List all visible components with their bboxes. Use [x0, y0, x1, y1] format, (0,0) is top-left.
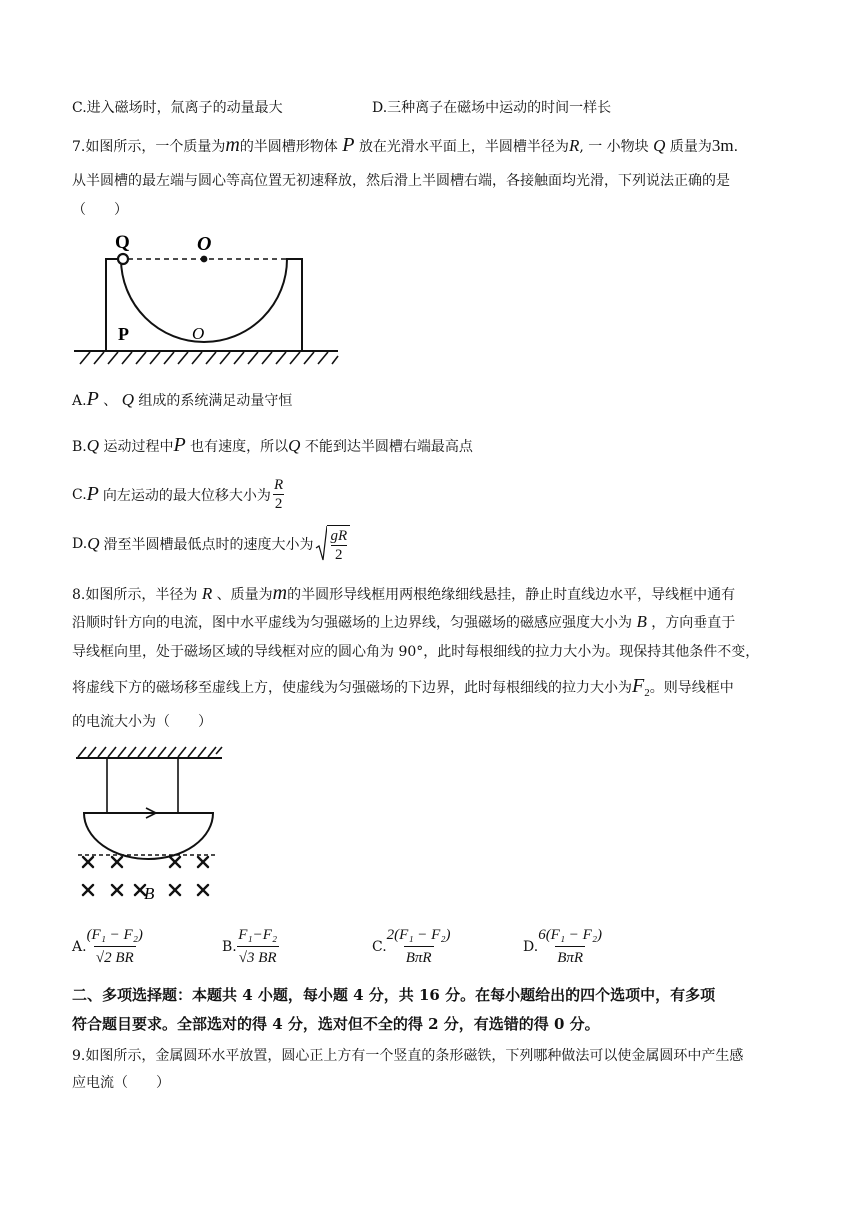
- q6-option-c: C.进入磁场时，氚离子的动量最大: [72, 100, 283, 116]
- field-x-mark-icon: [83, 857, 93, 867]
- q9-stem-line1: 9.如图所示，金属圆环水平放置，圆心正上方有一个竖直的条形磁铁，下列哪种做法可以使金属圆环中产生感: [72, 1048, 744, 1064]
- q7-var-p: P: [342, 134, 355, 156]
- q9-stem-line2: 应电流（ ）: [72, 1075, 170, 1091]
- option-text: 也有速度，所以: [190, 439, 289, 455]
- field-x-mark-icon: [112, 885, 122, 895]
- field-x-mark-icon: [198, 857, 208, 867]
- option-letter: A.: [72, 938, 87, 955]
- q7-stem-line1: [72, 134, 738, 157]
- option-fraction: [538, 924, 602, 969]
- var-q: Q: [121, 390, 134, 409]
- block-q: [118, 254, 128, 264]
- q6-option-d: D.三种离子在磁场中运动的时间一样长: [372, 100, 612, 116]
- q7-mass-3m: 3m: [711, 136, 734, 155]
- option-letter: D.: [72, 536, 88, 552]
- q8-text: 。则导线框中: [649, 680, 734, 696]
- q8-text: 8.如图所示，半径为: [72, 587, 198, 603]
- q8-var-r: R: [201, 584, 213, 603]
- fraction-r-over-2: [273, 476, 285, 513]
- q7-stem-line2: 从半圆槽的最左端与圆心等高位置无初速释放，然后滑上半圆槽右端，各接触面均光滑，下列说法正确的是: [72, 173, 730, 189]
- sqrt-gr-over-2: [315, 524, 350, 564]
- option-text: 不能到达半圆槽右端最高点: [304, 439, 473, 455]
- field-x-mark-icon: [170, 885, 180, 895]
- label-o-top: O: [197, 233, 212, 255]
- var-q: Q: [87, 534, 100, 553]
- ceiling-hatch: [78, 747, 222, 757]
- var-p: P: [86, 483, 99, 505]
- field-x-mark-icon: [83, 885, 93, 895]
- q8-option-a: [72, 924, 143, 969]
- fraction-denominator: BπR: [555, 946, 585, 969]
- var-q: Q: [86, 436, 100, 455]
- option-letter: C.: [372, 938, 387, 955]
- q8-text: 、质量为: [216, 587, 273, 603]
- q7-text: 放在光滑水平面上，半圆槽半径为: [358, 139, 569, 155]
- var-q: Q: [288, 436, 301, 455]
- q8-var-f: F: [632, 675, 645, 697]
- q8-text: ，方向垂直于: [651, 615, 736, 631]
- fraction-numerator: F₁−F₂: [238, 927, 278, 943]
- separator: 、: [103, 393, 118, 409]
- option-letter: C.: [72, 486, 87, 503]
- fraction-numerator: gR: [330, 527, 348, 544]
- option-fraction: [237, 924, 279, 969]
- q7-var-m: m: [225, 134, 240, 156]
- option-fraction: [387, 924, 451, 969]
- q7-option-d: [72, 524, 350, 564]
- field-x-mark-icon: [198, 885, 208, 895]
- q7-var-r: R: [568, 136, 580, 155]
- q7-answer-paren: （ ）: [72, 202, 128, 218]
- section-heading-line1: 二、多项选择题：本题共 4 小题，每小题 4 分，共 16 分。在每小题给出的四个选项中，有多项: [72, 986, 716, 1004]
- q8-subscript: 2: [644, 686, 650, 699]
- option-letter: D.: [523, 938, 539, 955]
- q8-stem-line1: [72, 582, 735, 605]
- q8-option-d: [523, 924, 602, 969]
- q8-text: 的半圆形导线框用两根绝缘细线悬挂，静止时直线边水平，导线框中通有: [287, 587, 736, 603]
- fraction-numerator: (F₁ − F₂): [86, 927, 143, 943]
- var-p: P: [173, 434, 186, 456]
- field-x-mark-icon: [112, 857, 122, 867]
- q8-stem-line5: 的电流大小为（ ）: [72, 714, 212, 730]
- fraction-numerator: 2(F₁ − F₂): [386, 927, 451, 943]
- ground-hatch: [80, 352, 338, 364]
- option-letter: A.: [72, 393, 87, 409]
- q7-option-b: [72, 434, 473, 457]
- radical-sign-icon: [315, 524, 327, 564]
- radicand-fraction: [327, 525, 350, 564]
- q7-figure-groove: [72, 226, 344, 366]
- q8-figure-frame: [72, 744, 232, 908]
- center-dot: [201, 256, 208, 263]
- q8-text: 沿顺时针方向的电流，图中水平虚线为匀强磁场的上边界线，匀强磁场的磁感应强度大小为: [72, 615, 632, 631]
- q8-stem-line2: [72, 612, 735, 632]
- option-letter: B.: [222, 938, 237, 955]
- q7-text: 的半圆槽形物体: [239, 139, 338, 155]
- label-q: Q: [115, 232, 130, 253]
- q7-option-c: [72, 476, 284, 513]
- fraction-numerator: R: [274, 477, 284, 493]
- semicircle-frame: [84, 813, 213, 859]
- q8-var-m: m: [272, 582, 288, 604]
- field-label-b: B: [144, 884, 155, 903]
- option-text: 滑至半圆槽最低点时的速度大小为: [103, 537, 314, 553]
- option-text: 组成的系统满足动量守恒: [138, 393, 293, 409]
- option-letter: B.: [72, 439, 87, 455]
- q7-text: , 一 小物块: [579, 139, 649, 155]
- q8-option-b: [222, 924, 279, 969]
- q8-text: 将虚线下方的磁场移至虚线上方，使虚线为匀强磁场的下边界，此时每根细线的拉力大小为: [72, 680, 632, 696]
- q7-option-a: [72, 388, 292, 411]
- q8-stem-line4: [72, 675, 734, 699]
- q7-text: 7.如图所示，一个质量为: [72, 139, 226, 155]
- field-x-mark-icon: [170, 857, 180, 867]
- label-p: P: [118, 324, 129, 344]
- var-p: P: [86, 388, 99, 410]
- option-text: 运动过程中: [103, 439, 174, 455]
- option-fraction: [87, 924, 143, 969]
- fraction-denominator: √2 BR: [94, 946, 136, 969]
- fraction-numerator: 6(F₁ − F₂): [538, 927, 603, 943]
- q7-text: 质量为: [669, 139, 712, 155]
- label-o-bottom: O: [192, 324, 205, 343]
- fraction-denominator: √3 BR: [237, 946, 279, 969]
- fraction-denominator: 2: [274, 496, 283, 512]
- q8-option-c: [372, 924, 451, 969]
- q7-text: .: [733, 139, 739, 155]
- option-text: 向左运动的最大位移大小为: [102, 487, 271, 504]
- q7-var-q: Q: [653, 136, 666, 155]
- section-heading-line2: 符合题目要求。全部选对的得 4 分，选对但不全的得 2 分，有选错的得 0 分。: [72, 1015, 600, 1033]
- fraction-denominator: BπR: [404, 946, 434, 969]
- q8-var-b: B: [636, 612, 647, 631]
- q8-stem-line3: 导线框向里，处于磁场区域的导线框对应的圆心角为 90°，此时每根细线的拉力大小为。现保持其他条件不变，: [72, 644, 760, 660]
- fraction-denominator: 2: [331, 545, 347, 564]
